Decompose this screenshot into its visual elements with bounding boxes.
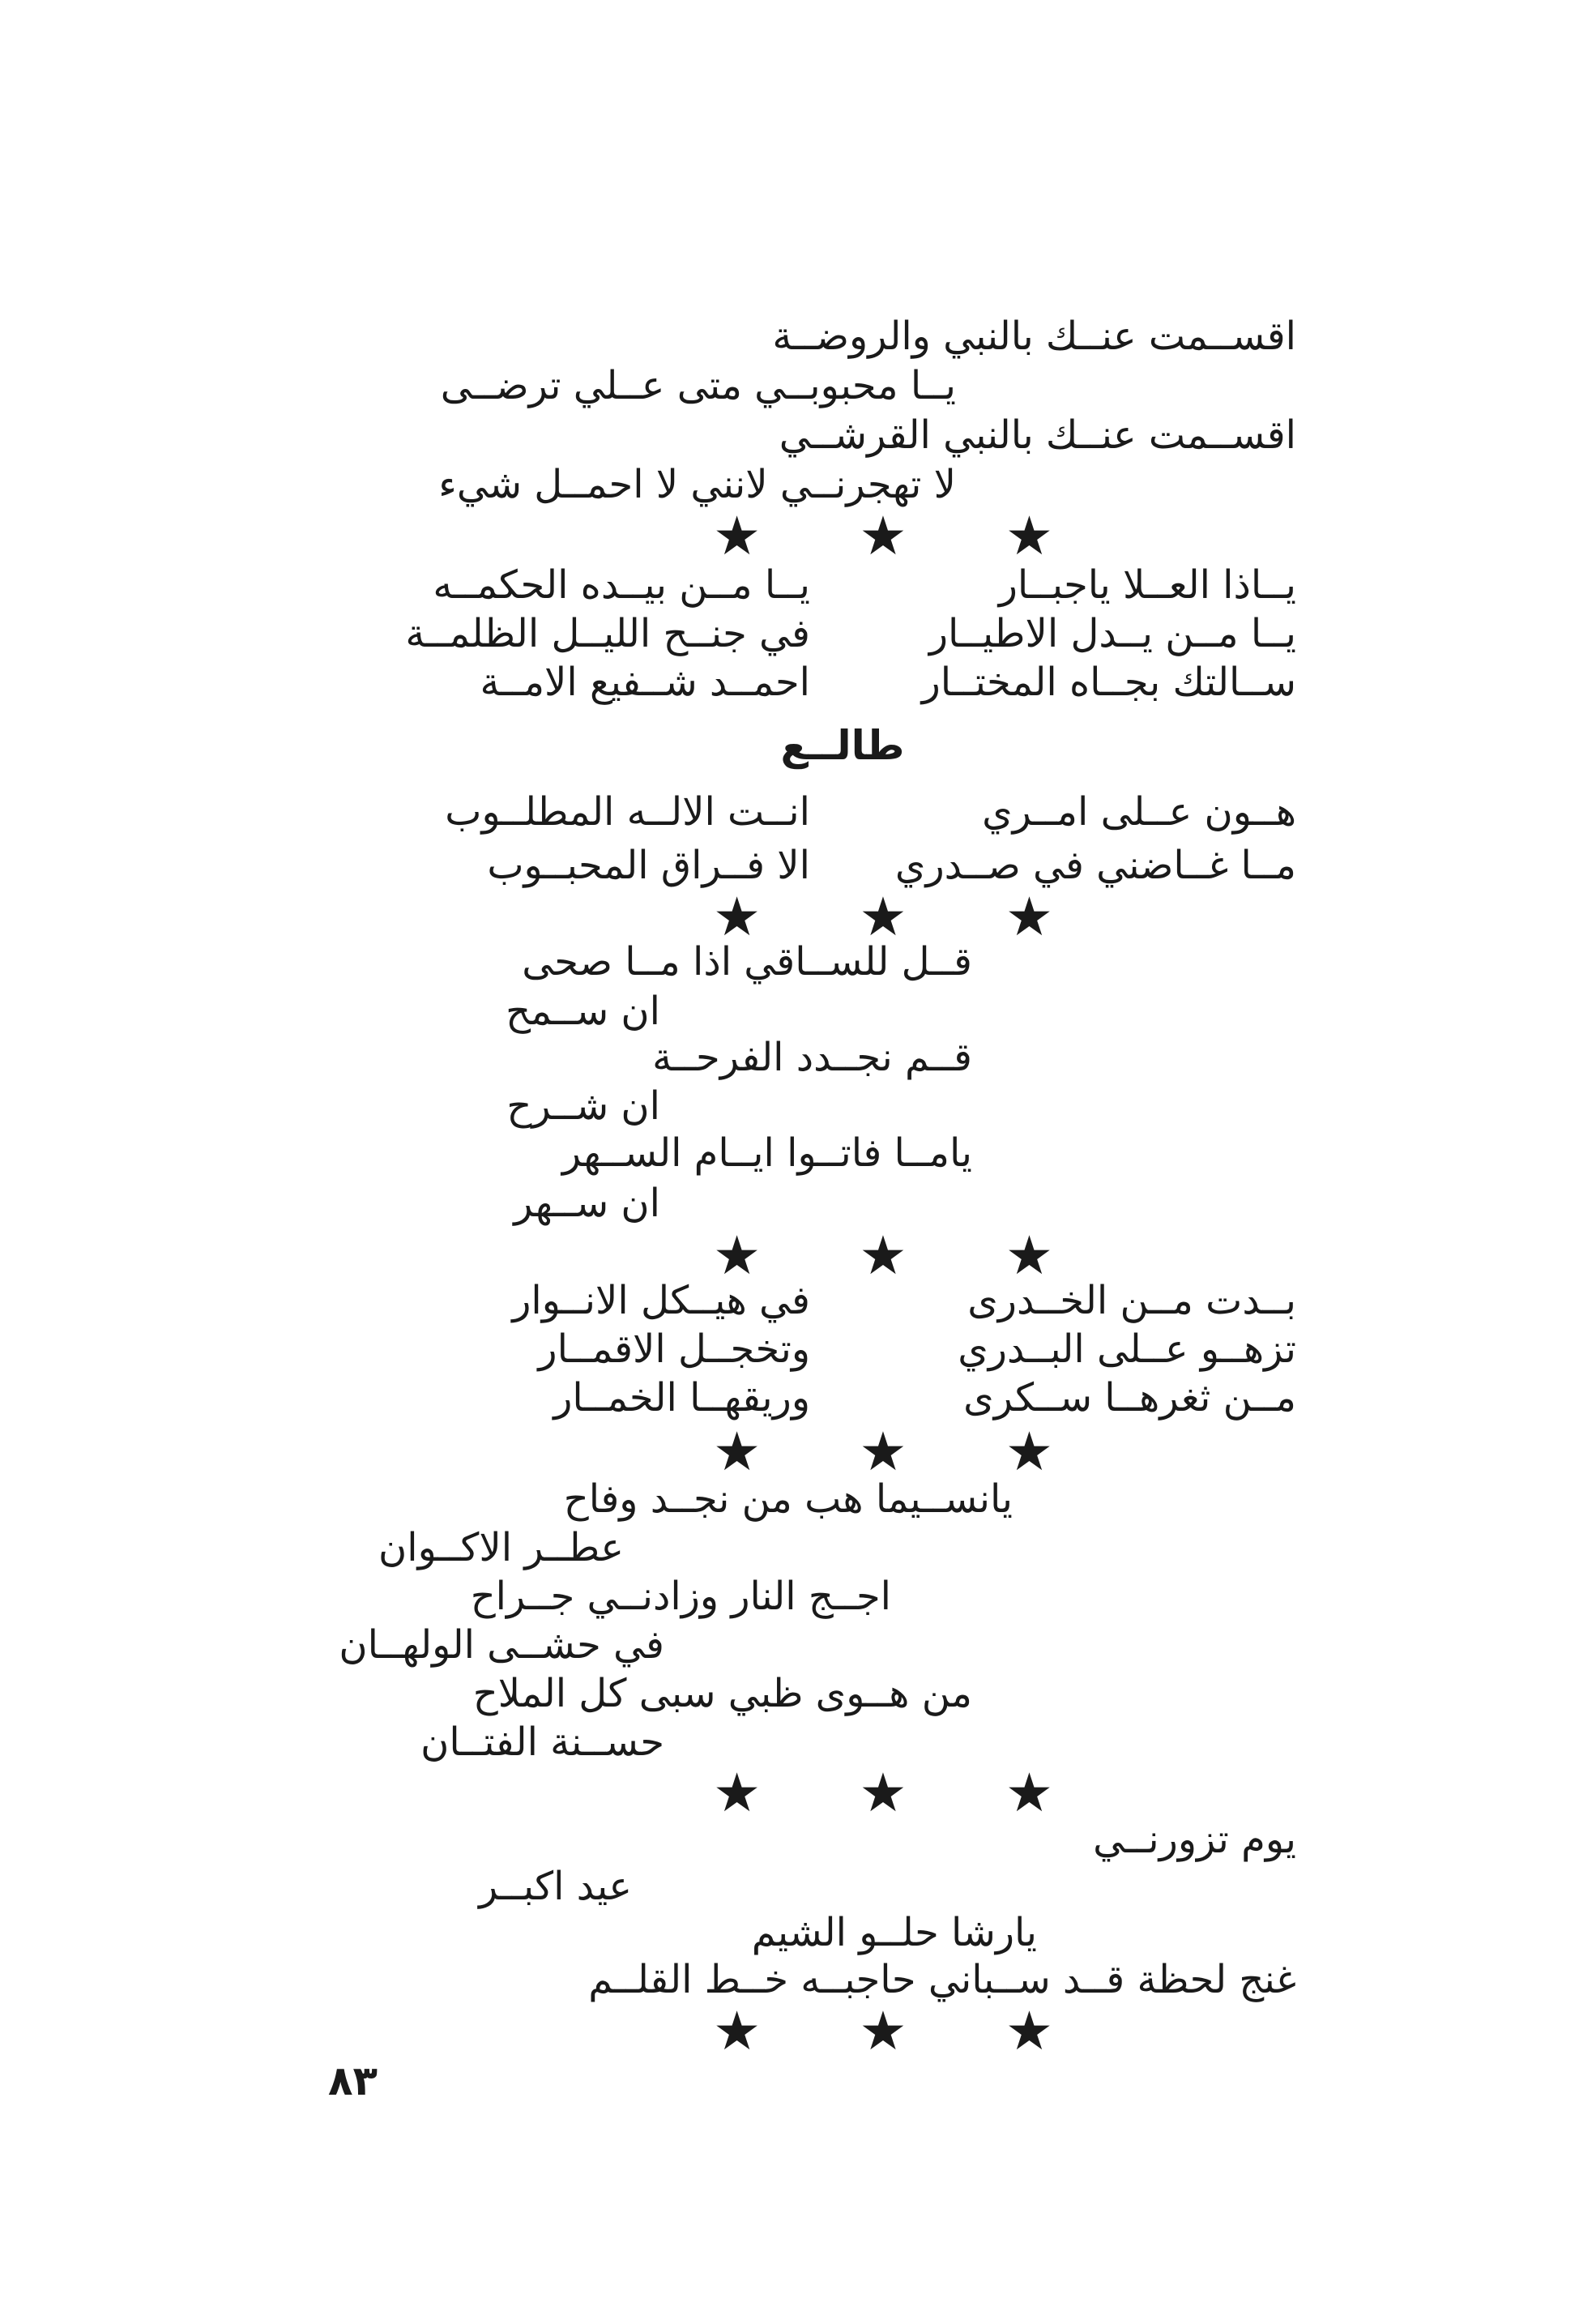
verse-line: عيد اكبــر: [479, 1864, 632, 1909]
verse-right: بــدت مــن الخــدرى: [967, 1278, 1296, 1323]
verse-right: يــاذا العــلا ياجبــار: [998, 562, 1296, 608]
verse-left: احمــد شــفيع الامــة: [480, 660, 810, 705]
star-icon: ★: [1005, 1421, 1053, 1483]
verse-line: اقســمت عنــك بالنبي والروضــة: [772, 314, 1296, 359]
verse-left: وتخجــل الاقمــار: [538, 1327, 810, 1372]
star-icon: ★: [1005, 2000, 1053, 2062]
verse-left: انــت الالــه المطلــوب: [445, 789, 810, 835]
verse-line: اقســمت عنــك بالنبي القرشــي: [779, 412, 1296, 458]
verse-right: تزهــو عــلى البــدري: [958, 1327, 1296, 1372]
verse-right: مــن ثغرهــا ســكرى: [963, 1375, 1296, 1421]
verse-line: قــم نجــدد الفرحــة: [652, 1035, 972, 1080]
star-icon: ★: [1005, 505, 1053, 567]
star-icon: ★: [713, 505, 762, 567]
verse-line: غنج لحظة قــد ســباني حاجبــه خــط القلــم: [588, 1957, 1296, 2002]
verse-line: اجــج النار وزادنــي جــراح: [470, 1574, 891, 1619]
verse-line: يارشا حلــو الشيم: [751, 1910, 1037, 1955]
verse-line: لا تهجرنــي لانني لا احمــل شيء: [438, 462, 956, 507]
star-icon: ★: [859, 1762, 907, 1824]
star-icon: ★: [1005, 1224, 1053, 1287]
star-divider: [713, 2000, 1053, 2062]
verse-left: الا فــراق المحبــوب: [487, 843, 810, 888]
verse-line: يانســيما هب من نجــد وفاح: [563, 1476, 1013, 1522]
page-number: ٨٣: [328, 2057, 378, 2104]
star-icon: ★: [1005, 886, 1053, 948]
verse-line: يامــا فاتــوا ايــام الســهر: [561, 1130, 972, 1176]
star-icon: ★: [713, 886, 762, 948]
verse-line: ان ســهر: [514, 1181, 660, 1226]
verse-line: في حشــى الولهــان: [339, 1622, 664, 1668]
star-icon: ★: [859, 1224, 907, 1287]
star-divider: [713, 1762, 1053, 1824]
verse-line: يوم تزورنــي: [1093, 1817, 1296, 1862]
star-icon: ★: [713, 1421, 762, 1483]
verse-left: في جنــح الليــل الظلمــة: [405, 611, 810, 656]
verse-line: من هــوى ظبي سبى كل الملاح: [472, 1671, 972, 1716]
verse-left: يــا مــن بيــده الحكمــه: [433, 562, 810, 608]
star-icon: ★: [859, 2000, 907, 2062]
verse-right: هــون عــلى امــري: [982, 789, 1296, 835]
star-icon: ★: [713, 1762, 762, 1824]
star-icon: ★: [713, 2000, 762, 2062]
verse-line: ان شــرح: [506, 1083, 660, 1129]
star-icon: ★: [713, 1224, 762, 1287]
star-icon: ★: [1005, 1762, 1053, 1824]
verse-left: في هيــكل الانــوار: [512, 1278, 810, 1323]
star-divider: [713, 1421, 1053, 1483]
verse-right: يــا مــن يــدل الاطيــار: [928, 611, 1296, 656]
verse-right: مــا غــاضني في صــدري: [894, 843, 1296, 888]
verse-line: قــل للســاقي اذا مــا صحى: [522, 939, 972, 985]
verse-line: ان ســمح: [506, 989, 660, 1034]
verse-left: وريقهــا الخمــار: [553, 1375, 810, 1421]
star-divider: [713, 505, 1053, 567]
section-heading: طالــع: [780, 722, 905, 769]
star-icon: ★: [859, 886, 907, 948]
verse-line: عطــر الاكــوان: [378, 1525, 624, 1570]
verse-line: حســنة الفتــان: [420, 1720, 664, 1765]
star-icon: ★: [859, 1421, 907, 1483]
verse-line: يــا محبوبــي متى عــلي ترضــى: [440, 363, 956, 408]
verse-right: ســالتك بجــاه المختــار: [921, 660, 1296, 705]
star-icon: ★: [859, 505, 907, 567]
